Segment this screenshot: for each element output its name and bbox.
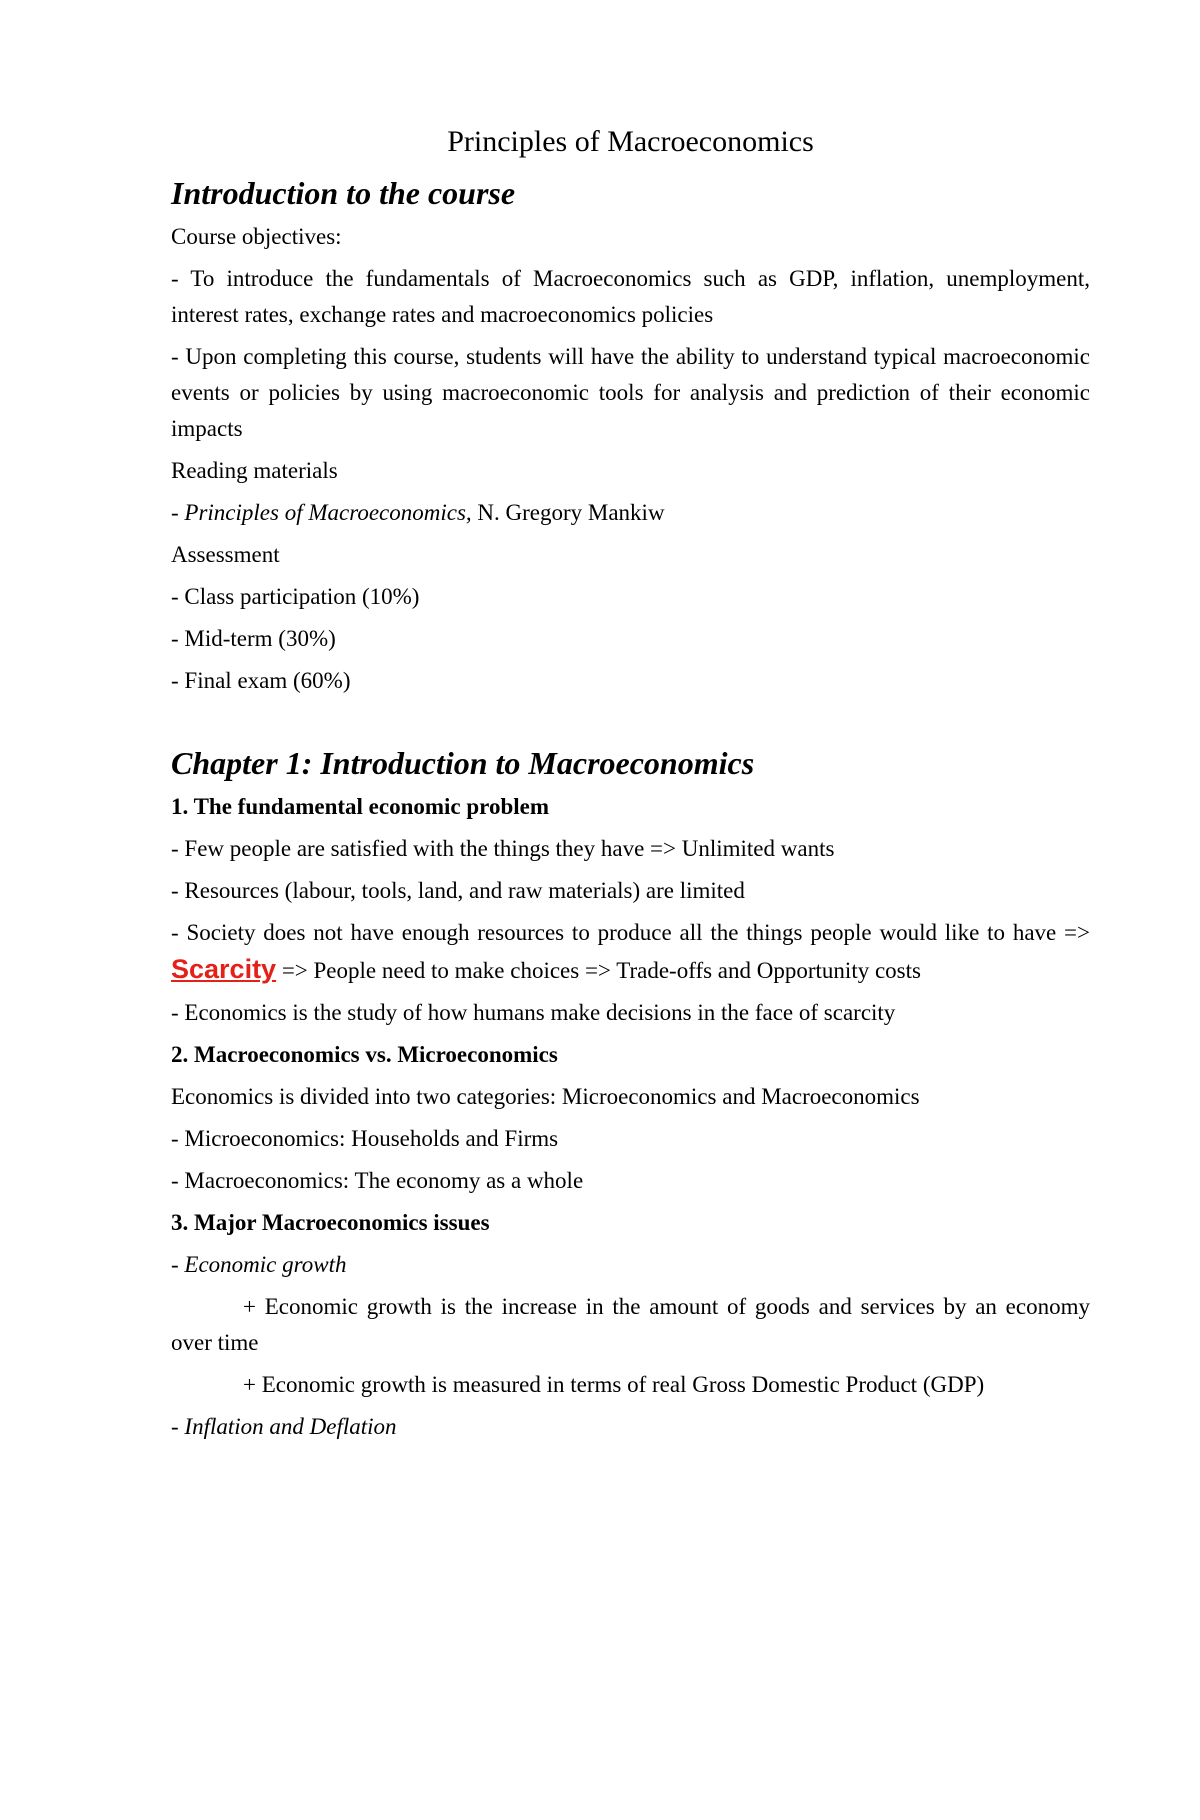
objective-2: - Upon completing this course, students will have the ability to understand typical macroeconomic events or policies by using macroeconomic tools for analysis and prediction of their economic impacts <box>171 344 1090 441</box>
assessment-item: - Class participation (10%) <box>171 584 420 609</box>
sub-list-item: + Economic growth is the increase in the amount of goods and services by an economy over time <box>171 1294 1090 1355</box>
subtopic-economic-growth: - Economic growth <box>171 1252 347 1277</box>
paragraph: Economics is divided into two categories: Microeconomics and Macroeconomics <box>171 1084 920 1109</box>
scarcity-pre-text: - Society does not have enough resources to produce all the things people would like to have => <box>171 920 1090 945</box>
assessment-item: - Mid-term (30%) <box>171 626 336 651</box>
section-heading: 3. Major Macroeconomics issues <box>171 1210 490 1235</box>
list-item: - Economics is the study of how humans make decisions in the face of scarcity <box>171 1000 896 1025</box>
scarcity-keyword: Scarcity <box>171 954 277 984</box>
subtopic-inflation: - Inflation and Deflation <box>171 1414 397 1439</box>
list-item: - Microeconomics: Households and Firms <box>171 1126 559 1151</box>
document-page <box>0 124 1200 1820</box>
intro-heading: Introduction to the course <box>171 175 516 211</box>
reading-author: N. Gregory Mankiw <box>471 500 665 525</box>
reading-label: Reading materials <box>171 458 338 483</box>
sub-list-item: + Economic growth is measured in terms of real Gross Domestic Product (GDP) <box>243 1372 985 1397</box>
list-item: - Resources (labour, tools, land, and raw materials) are limited <box>171 878 745 903</box>
list-item: - Macroeconomics: The economy as a whole <box>171 1168 584 1193</box>
assessment-item: - Final exam (60%) <box>171 668 351 693</box>
section-heading: 2. Macroeconomics vs. Microeconomics <box>171 1042 558 1067</box>
reading-dash: - <box>171 500 185 525</box>
assessment-label: Assessment <box>171 542 280 567</box>
objective-1: - To introduce the fundamentals of Macroeconomics such as GDP, inflation, unemployment, interest rates, exchange rates and macroeconomics policies <box>171 266 1090 327</box>
reading-book-title: Principles of Macroeconomics, <box>184 500 472 525</box>
reading-item <box>171 495 1090 531</box>
list-item-scarcity <box>171 915 1090 989</box>
document-title: Principles of Macroeconomics <box>447 125 814 158</box>
section-heading: 1. The fundamental economic problem <box>171 794 550 819</box>
list-item: - Few people are satisfied with the things they have => Unlimited wants <box>171 836 835 861</box>
objectives-label: Course objectives: <box>171 224 342 249</box>
scarcity-post-text: => People need to make choices => Trade-offs and Opportunity costs <box>276 958 921 983</box>
chapter-heading: Chapter 1: Introduction to Macroeconomics <box>171 745 755 781</box>
